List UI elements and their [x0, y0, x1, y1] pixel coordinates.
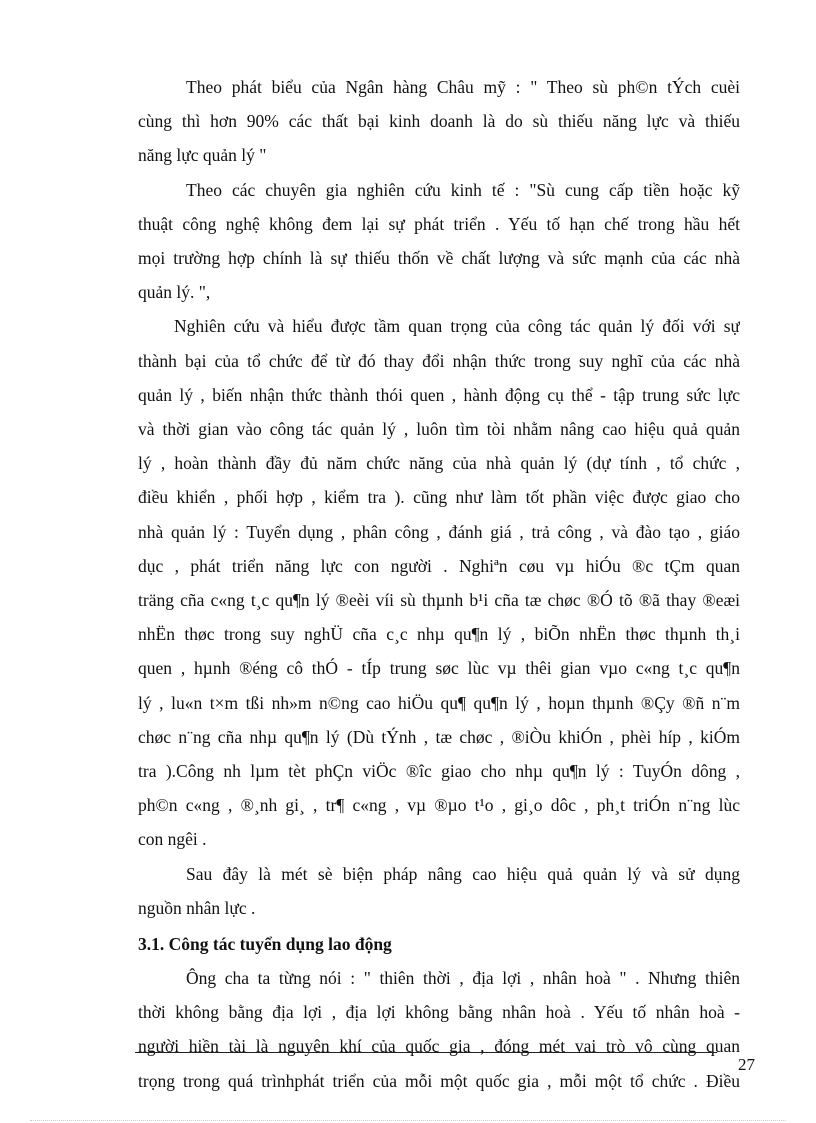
text-line: nguồn nhân lực . [138, 897, 256, 918]
text-line: nhà quản lý : Tuyển dụng , phân công , đánh giá , trả công , và đào tạo , giáo [138, 521, 740, 542]
text-line: träng cña c«ng t¸c qu¶n lý ®eèi víi sù thµnh b¹i cña tæ chøc ®Ó tõ ®ã thay ®eæi [138, 590, 740, 611]
text-line: thời không bằng địa lợi , địa lợi không bằng nhân hoà . Yếu tố nhân hoà - [138, 1002, 740, 1023]
paragraph-measures-intro [138, 857, 740, 925]
text-line: thuật công nghệ không đem lại sự phát triển . Yếu tố hạn chế trong hầu hết [138, 213, 740, 234]
text-line: cùng thì hơn 90% các thất bại kinh doanh là do sù thiếu năng lực và thiếu [138, 111, 740, 132]
section-heading: 3.1. Công tác tuyển dụng lao động [138, 934, 392, 955]
text-line: dục , phát triển năng lực con người . Nghiªn cøu vµ hiÓu ®c tÇm quan [138, 555, 740, 576]
page-content [138, 70, 740, 1098]
text-line: quản lý , biến nhận thức thành thói quen , hành động cụ thể - tập trung sức lực [138, 384, 740, 405]
text-line: năng lực quản lý " [138, 145, 267, 166]
text-line: nhËn thøc trong suy nghÜ cña c¸c nhµ qu¶n lý , biÕn nhËn thøc thµnh th¸i [138, 624, 740, 645]
footer-rule [135, 1052, 717, 1053]
text-line: Theo các chuyên gia nghiên cứu kinh tế : "Sù cung cấp tiền hoặc kỹ [186, 179, 740, 200]
text-line: Theo phát biểu của Ngân hàng Châu mỹ : " Theo sù ph©n tÝch cuèi [186, 77, 740, 97]
text-line: điều khiển , phối hợp , kiểm tra ). cũng như làm tốt phần việc được giao cho [138, 487, 740, 508]
page-number: 27 [738, 1055, 755, 1074]
text-line: lý , lu«n t×m tßi nh»m n©ng cao hiÖu qu¶ qu¶n lý , hoµn thµnh ®Çy ®ñ n¨m [138, 692, 740, 713]
paragraph-research-importance [138, 309, 740, 856]
text-line: thành bại của tổ chức để từ đó thay đổi nhận thức trong suy nghĩ của các nhà [138, 350, 740, 371]
text-line: trọng trong quá trìnhphát triển của mỗi một quốc gia , mỗi một tổ chức . Điều [138, 1070, 740, 1091]
text-line: lý , hoàn thành đầy đủ năm chức năng của nhà quản lý (dự tính , tổ chức , [138, 453, 740, 474]
text-line: và thời gian vào công tác quản lý , luôn tìm tòi nhằm nâng cao hiệu quả quản [138, 419, 740, 440]
text-line: tra ).Công nh lµm tèt phÇn viÖc ®îc giao cho nhµ qu¶n lý : TuyÓn dông , [138, 761, 740, 782]
text-line: chøc n¨ng cña nhµ qu¶n lý (Dù tÝnh , tæ chøc , ®iÒu khiÓn , phèi híp , kiÓm [138, 726, 740, 747]
text-line: Ông cha ta từng nói : " thiên thời , địa lợi , nhân hoà " . Nhưng thiên [186, 968, 740, 989]
text-line: ph©n c«ng , ®¸nh gi¸ , tr¶ c«ng , vµ ®µo t¹o , gi¸o dôc , ph¸t triÓn n¨ng lùc [138, 795, 740, 816]
paragraph-economists-quote [138, 173, 740, 310]
paragraph-bank-quote [138, 70, 740, 173]
text-line: quản lý. ", [138, 282, 211, 303]
text-line: Sau đây là mét sè biện pháp nâng cao hiệu quả quản lý và sử dụng [186, 863, 740, 884]
text-line: quen , hµnh ®éng cô thÓ - tÍp trung søc lùc vµ thêi gian vµo c«ng t¸c qu¶n [138, 658, 740, 679]
paragraph-recruitment [138, 961, 740, 1098]
page-edge-divider [30, 1120, 786, 1121]
text-line: người hiền tài là nguyên khí của quốc gia , đóng mét vai trò vô cùng quan [138, 1036, 740, 1057]
text-line: mọi trường hợp chính là sự thiếu thốn về chất lượng và sức mạnh của các nhà [138, 248, 740, 269]
text-line: Nghiên cứu và hiểu được tầm quan trọng của công tác quản lý đối với sự [174, 316, 740, 337]
text-line: con ngêi . [138, 829, 207, 850]
